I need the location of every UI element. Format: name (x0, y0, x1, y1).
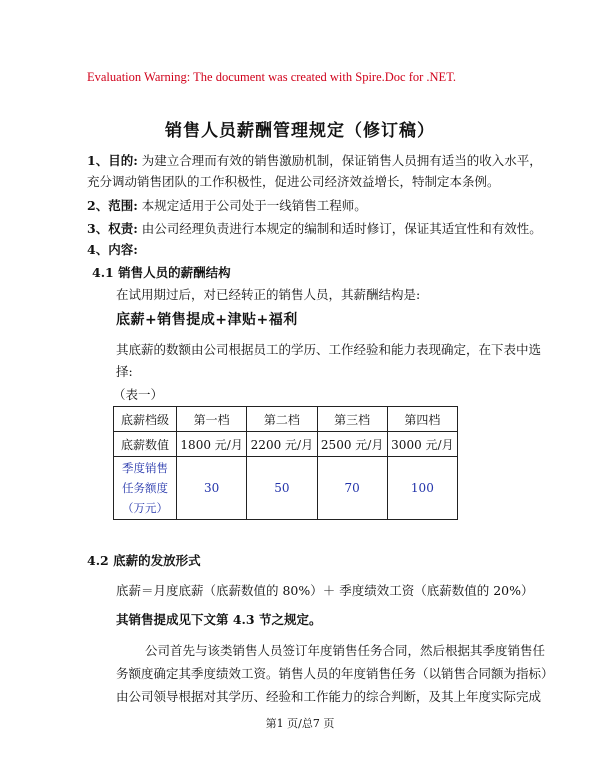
salary-table (113, 406, 458, 520)
table-row (114, 432, 458, 457)
table-cell: 第三档 (317, 407, 387, 432)
section-2-text: 本规定适用于公司处于一线销售工程师。 (141, 198, 367, 213)
section-1-line-1 (87, 151, 542, 169)
base-salary-payment-formula: 底薪＝月度底薪（底薪数值的 80%）＋ 季度绩效工资（底薪数值的 20%） (116, 583, 534, 598)
quota-label-line: 季度销售 (122, 461, 168, 475)
section-3-text: 由公司经理负责进行本规定的编制和适时修订，保证其适宜性和有效性。 (141, 221, 542, 236)
table-cell: 底薪数值 (114, 432, 177, 457)
table-cell: 1800 元/月 (177, 432, 247, 457)
table-cell: 2200 元/月 (247, 432, 317, 457)
section-4-1-heading: 4.1 销售人员的薪酬结构 (92, 265, 231, 280)
table-cell: 3000 元/月 (387, 432, 457, 457)
section-1-label: 1、目的: (87, 153, 138, 168)
table-cell: 底薪档级 (114, 407, 177, 432)
section-4-1-intro: 在试用期过后，对已经转正的销售人员，其薪酬结构是: (116, 287, 421, 302)
section-2 (87, 196, 367, 214)
paragraph-line-3: 由公司领导根据对其学历、经验和工作能力的综合判断，及其上年度实际完成 (116, 689, 542, 704)
section-1-line-2: 充分调动销售团队的工作积极性，促进公司经济效益增长，特制定本条例。 (87, 174, 500, 189)
table-cell: 第四档 (387, 407, 457, 432)
evaluation-warning: Evaluation Warning: The document was created with Spire.Doc for .NET. (87, 70, 457, 84)
table-cell: 第一档 (177, 407, 247, 432)
section-1-text: 为建立合理而有效的销售激励机制，保证销售人员拥有适当的收入水平， (141, 153, 542, 168)
table-row (114, 457, 458, 520)
base-salary-desc-line-1: 其底薪的数额由公司根据员工的学历、工作经验和能力表现确定，在下表中选 (116, 342, 542, 357)
salary-formula: 底薪+销售提成+津贴+福利 (116, 312, 298, 328)
table-cell (114, 457, 177, 520)
page-footer: 第1 页/总7 页 (265, 717, 335, 730)
section-3-label: 3、权责: (87, 221, 138, 236)
table-cell: 30 (177, 457, 247, 520)
table-cell: 2500 元/月 (317, 432, 387, 457)
base-salary-desc-line-2: 择: (116, 364, 133, 379)
document-title: 销售人员薪酬管理规定（修订稿） (165, 121, 435, 141)
quota-label-line: （万元） (122, 501, 168, 515)
section-3 (87, 219, 542, 237)
table-row (114, 407, 458, 432)
table-cell: 70 (317, 457, 387, 520)
quota-label-line: 任务额度 (122, 481, 168, 495)
commission-note: 其销售提成见下文第 4.3 节之规定。 (116, 612, 322, 627)
section-4-2-heading: 4.2 底薪的发放形式 (87, 553, 201, 568)
paragraph-line-1: 公司首先与该类销售人员签订年度销售任务合同，然后根据其季度销售任 (145, 643, 546, 658)
section-4-label: 4、内容: (87, 242, 138, 257)
paragraph-line-2: 务额度确定其季度绩效工资。销售人员的年度销售任务（以销售合同额为指标） (116, 666, 554, 681)
table-cell: 50 (247, 457, 317, 520)
table-caption: （表一） (113, 387, 164, 402)
table-cell: 第二档 (247, 407, 317, 432)
table-cell: 100 (387, 457, 457, 520)
section-2-label: 2、范围: (87, 198, 138, 213)
